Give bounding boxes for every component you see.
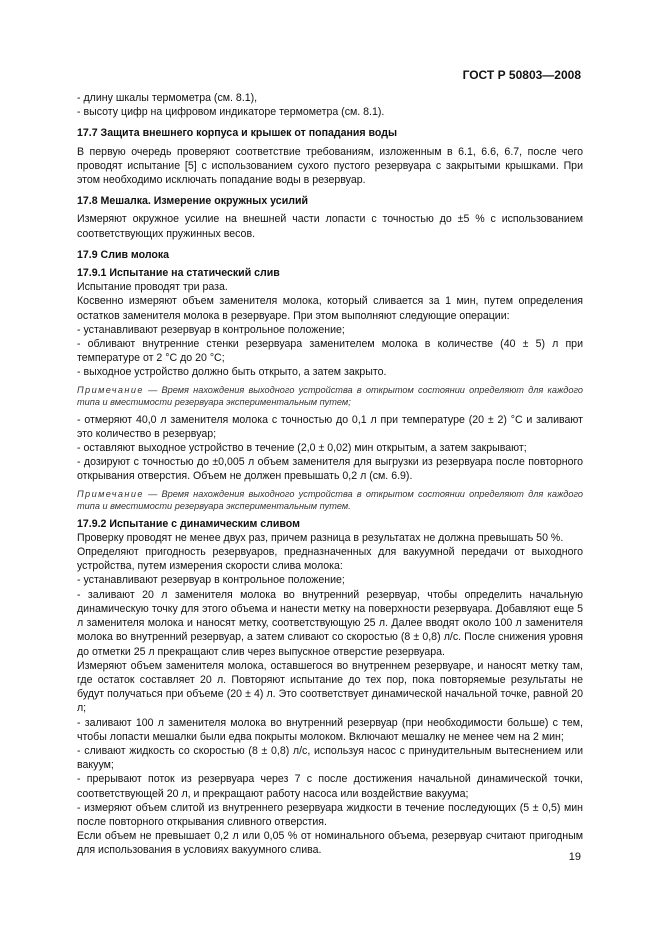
paragraph: Определяют пригодность резервуаров, предназначенных для вакуумной передачи от выходного устройства, путем измерения скорости слива молока: [77,546,583,573]
paragraph: В первую очередь проверяют соответствие требованиям, изложенным в 6.1, 6.6, 6.7, после чего проводят испытание [5] с использованием сухого пустого резервуара с закрытыми крышками. При этом необходимо исключать попадание воды в резервуар. [77,145,583,187]
paragraph: Косвенно измеряют объем заменителя молока, который сливается за 1 мин, путем определения остатков заменителя молока в резервуаре. При этом выполняют следующие операции: [77,295,583,322]
note-text: — Время нахождения выходного устройства в открытом состоянии определяют для каждого типа и вместимости резервуара экспериментальным путем; [77,384,583,408]
list-item: - заливают 20 л заменителя молока во внутренний резервуар, чтобы определить начальную динамическую точку для этого объема и нанести метку на поверхности резервуара. Добавляют еще 5 л заменителя молока и наносят метку, соответствующую 25 л. Далее вводят около 100 л заменителя молока во внутренний резервуар, а затем сливают со скоростью (8 ± 0,8) л/с. После снижения уровня до отметки 25 л прекращают слив через выпускное отверстие резервуара. [77,588,583,658]
note-text: — Время нахождения выходного устройства в открытом состоянии определяют для каждого типа и вместимости резервуара экспериментальным путем. [77,488,583,512]
list-item: - дозируют с точностью до ±0,005 л объем заменителя для выгрузки из резервуара после повторного открывания отверстия. Объем не должен превышать 0,2 л (см. 6.9). [77,456,583,483]
section-heading-17-7: 17.7 Защита внешнего корпуса и крышек от попадания воды [77,127,398,140]
list-item: - сливают жидкость со скоростью (8 ± 0,8) л/с, используя насос с принудительным вытеснением или вакуум; [77,744,583,772]
list-item: - прерывают поток из резервуара через 7 с после достижения начальной динамической точки, соответствующей 20 л, и прекращают работу насоса или воздействие вакуума; [77,773,583,800]
list-item: - обливают внутренние стенки резервуара заменителем молока в количестве (40 ± 5) л при температуре от 2 °С до 20 °С; [77,338,583,365]
list-item: - заливают 100 л заменителя молока во внутренний резервуар (при необходимости больше) с тем, чтобы лопасти мешалки были едва покрыты молоком. Включают мешалку не менее чем на 2 мин; [77,716,583,743]
list-item: - устанавливают резервуар в контрольное положение; [77,323,345,336]
page-number: 19 [568,851,581,863]
paragraph: Измеряют окружное усилие на внешней части лопасти с точностью до ±5 % с использованием соответствующих пружинных весов. [77,213,583,240]
document-id-header: ГОСТ Р 50803—2008 [462,68,581,82]
section-heading-17-8: 17.8 Мешалка. Измерение окружных усилий [77,195,308,208]
list-item: - устанавливают резервуар в контрольное положение; [77,574,345,587]
paragraph: Измеряют объем заменителя молока, оставшегося во внутреннем резервуаре, и наносят метку там, где остаток составляет 20 л. Повторяют испытание до тех пор, пока повторяемые результаты не будут получаться при объеме (20 ± 4) л. Это соответствует динамической начальной точке, равной 20 л; [77,659,583,715]
paragraph: Если объем не превышает 0,2 л или 0,05 % от номинального объема, резервуар считают пригодным для использования в условиях вакуумного слива. [77,830,583,857]
page-content [77,91,583,858]
subsection-heading-17-9-2: 17.9.2 Испытание с динамическим сливом [77,517,300,530]
list-item: - оставляют выходное устройство в течение (2,0 ± 0,02) мин открытым, а затем закрывают; [77,442,527,455]
note [77,384,583,409]
note [77,488,583,513]
list-item: - измеряют объем слитой из внутреннего резервуара жидкости в течение последующих (5 ± 0,5) мин после повторного открывания сливного отверстия. [77,801,583,828]
list-item: - отмеряют 40,0 л заменителя молока с точностью до 0,1 л при температуре (20 ± 2) °С и заливают это количество в резервуар; [77,413,583,440]
list-item: - высоту цифр на цифровом индикаторе термометра (см. 8.1). [77,106,385,119]
paragraph: Испытание проводят три раза. [77,281,228,294]
subsection-heading-17-9-1: 17.9.1 Испытание на статический слив [77,267,280,280]
list-item: - выходное устройство должно быть открыто, а затем закрыто. [77,366,387,379]
paragraph: Проверку проводят не менее двух раз, причем разница в результатах не должна превышать 50 %. [77,531,564,544]
section-heading-17-9: 17.9 Слив молока [77,248,170,261]
list-item: - длину шкалы термометра (см. 8.1), [77,92,258,104]
note-label: Примечание [77,384,144,395]
note-label: Примечание [77,488,144,499]
